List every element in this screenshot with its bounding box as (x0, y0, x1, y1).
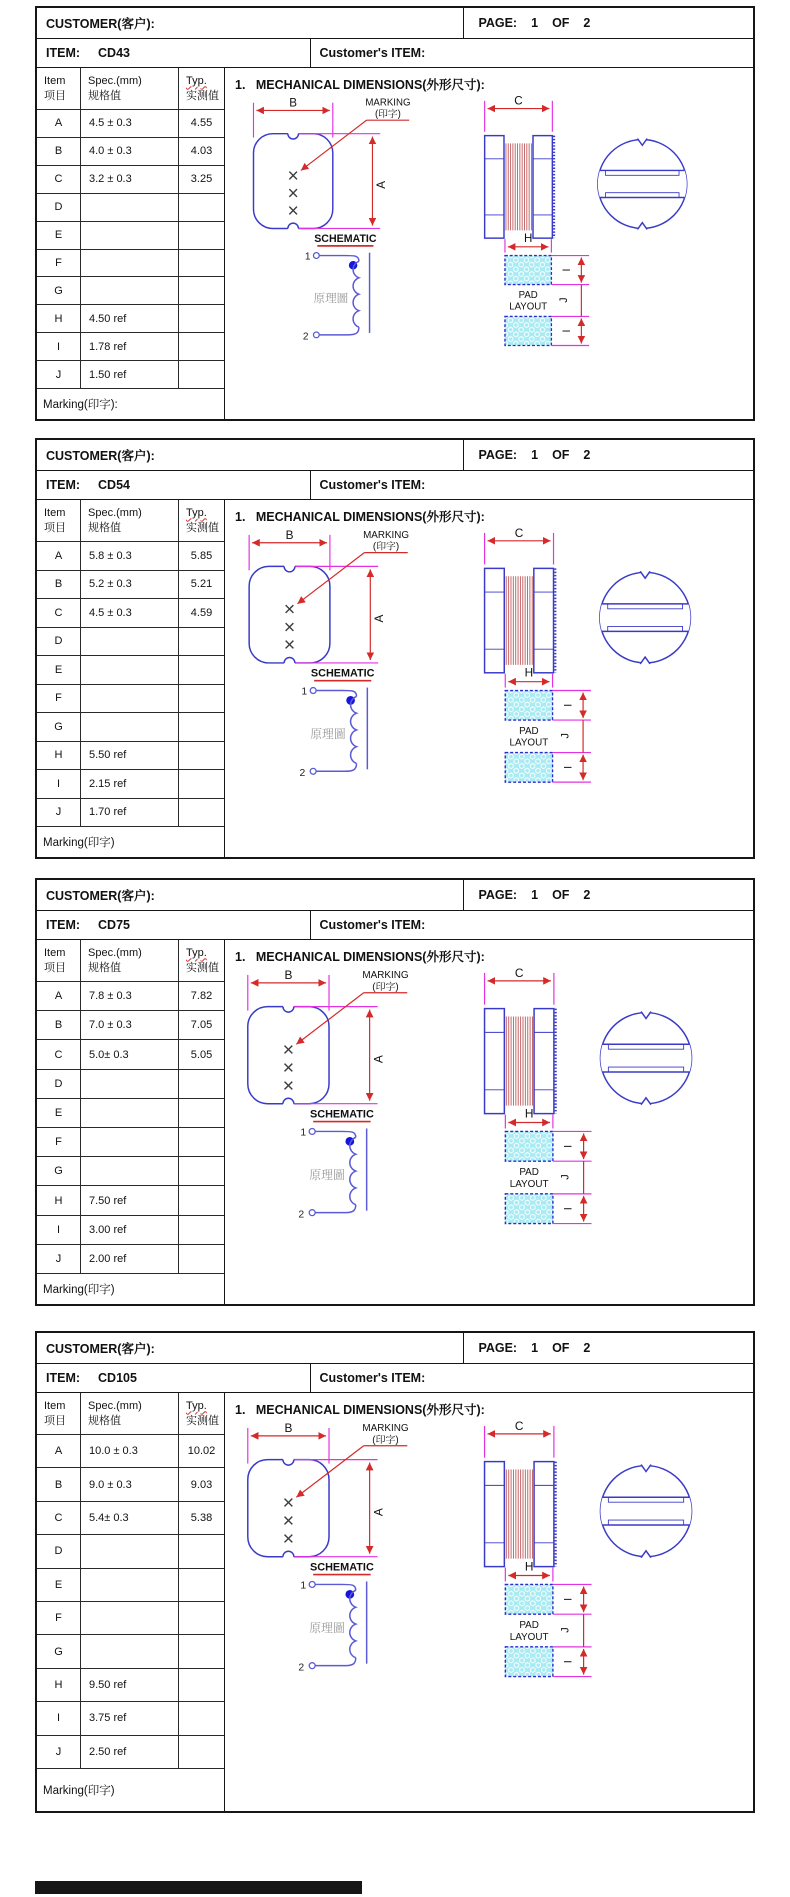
customer-label: CUSTOMER(客户): (46, 889, 155, 903)
item-value: CD54 (98, 478, 130, 492)
pin2-terminal (310, 768, 316, 774)
left-flange (485, 568, 505, 672)
table-row: C 4.5 ± 0.3 4.59 (37, 599, 224, 628)
page-number: 1 (531, 16, 539, 30)
pad-top (505, 1131, 553, 1161)
page-total: 2 (583, 16, 591, 30)
winding (506, 1017, 532, 1106)
customers-item-cell (311, 39, 754, 67)
marking-callout: MARKING (362, 969, 409, 981)
customer-cell (37, 880, 464, 910)
top-view (248, 1421, 409, 1562)
pin1-terminal (313, 253, 319, 259)
marking-x: × (287, 165, 299, 188)
table-row: A 10.0 ± 0.3 10.02 (37, 1435, 224, 1468)
dim-j-label: J (557, 297, 570, 303)
schematic-label: SCHEMATIC (314, 233, 377, 246)
dim-b-label: B (285, 527, 294, 542)
marking-x: × (287, 182, 299, 205)
pin1-label: 1 (301, 686, 308, 698)
coil (350, 1590, 356, 1657)
right-flange (534, 1462, 554, 1567)
marking-callout-cn: (印字) (375, 109, 401, 121)
page-of: OF (552, 448, 570, 462)
marking-row: Marking(印字) (43, 1284, 115, 1297)
table-row: I 3.00 ref (37, 1216, 224, 1245)
pad-top (505, 691, 552, 721)
marking-callout-cn: (印字) (372, 1434, 399, 1446)
table-row: B 5.2 ± 0.3 5.21 (37, 571, 224, 600)
marking-callout: MARKING (362, 1422, 409, 1434)
schematic-cn-label: 原理圖 (309, 1620, 345, 1635)
dim-i-label: I (562, 1144, 575, 1148)
pin2-terminal (309, 1210, 315, 1216)
schematic (303, 233, 377, 343)
schematic (299, 668, 374, 779)
table-row: J 1.70 ref (37, 799, 224, 828)
table-row: C 5.4± 0.3 5.38 (37, 1502, 224, 1535)
table-row: E (37, 222, 224, 250)
pad-layout-label: PAD (518, 290, 538, 302)
spec-table-header (37, 500, 224, 542)
pad-layout-label: LAYOUT (509, 737, 549, 749)
table-row: I 1.78 ref (37, 333, 224, 361)
dim-h-label: H (524, 665, 534, 680)
table-row: H 4.50 ref (37, 305, 224, 333)
customer-label: CUSTOMER(客户): (46, 1342, 155, 1356)
section-body (37, 68, 753, 419)
customers-item-label: Customer's ITEM: (319, 46, 426, 60)
header-spec-col: Spec.(mm) 规格值 (81, 1393, 179, 1434)
page-info (464, 440, 753, 470)
drawing-title: 1. MECHANICAL DIMENSIONS(外形尺寸): (235, 78, 485, 92)
side-view (485, 1420, 556, 1567)
header-typ-col: Typ. 实测值 (186, 947, 219, 974)
marking-x: × (282, 1527, 295, 1550)
side-view (485, 527, 556, 673)
marking-callout-cn: (印字) (372, 541, 400, 553)
header-spec-col: Spec.(mm) 规格值 (81, 940, 179, 981)
table-row: E (37, 1569, 224, 1602)
pin1-label: 1 (300, 1580, 307, 1592)
marking-x: × (283, 598, 296, 621)
table-row: J 2.50 ref (37, 1736, 224, 1769)
datasheet-section (35, 438, 755, 859)
header-row (37, 440, 753, 471)
marking-x: × (282, 1056, 295, 1079)
dim-h-label: H (524, 1559, 534, 1574)
pad-layout-label: PAD (519, 1167, 539, 1179)
dim-i-label: I (562, 1207, 575, 1211)
table-row: D (37, 1535, 224, 1568)
table-row: G (37, 277, 224, 305)
marking-x: × (282, 1074, 295, 1097)
table-row: B 4.0 ± 0.3 4.03 (37, 138, 224, 166)
dim-b-label: B (284, 1420, 293, 1435)
header-item-col: Item 项目 (37, 940, 81, 981)
table-row: J 2.00 ref (37, 1245, 224, 1274)
marking-row: Marking(印字) (43, 1785, 115, 1798)
table-row: H 7.50 ref (37, 1186, 224, 1215)
pad-bottom (505, 753, 552, 783)
pad-layout (505, 1560, 591, 1677)
table-row: C 3.2 ± 0.3 3.25 (37, 166, 224, 194)
marking-x: × (287, 199, 299, 222)
item-value: CD75 (98, 918, 130, 932)
pin2-label: 2 (298, 1662, 305, 1674)
page-label: PAGE: (478, 888, 518, 902)
spec-table (37, 68, 225, 419)
spec-table-header (37, 1393, 224, 1435)
spec-table (37, 500, 225, 857)
schematic-label: SCHEMATIC (310, 667, 375, 680)
drawing-title: 1. MECHANICAL DIMENSIONS(外形尺寸): (235, 1403, 485, 1417)
dim-j-label: J (559, 1174, 572, 1180)
item-row (37, 471, 753, 500)
left-flange (485, 1462, 505, 1567)
header-typ-col: Typ. 实测值 (186, 507, 219, 534)
pad-top (505, 1584, 553, 1614)
schematic-cn-label: 原理圖 (309, 1167, 345, 1182)
table-row: C 5.0± 0.3 5.05 (37, 1040, 224, 1069)
coil (351, 696, 357, 763)
dim-i-label: I (562, 765, 575, 769)
table-row: B 9.0 ± 0.3 9.03 (37, 1468, 224, 1501)
customer-cell (37, 1333, 464, 1363)
section-body (37, 1393, 753, 1811)
spec-table-header (37, 940, 224, 982)
mechanical-drawing (225, 967, 753, 1304)
customer-label: CUSTOMER(客户): (46, 17, 155, 31)
item-cell (37, 471, 311, 499)
page-total: 2 (583, 888, 591, 902)
header-row (37, 880, 753, 911)
pin2-label: 2 (302, 331, 309, 343)
section-body (37, 500, 753, 857)
pad-layout (505, 666, 591, 782)
marking-callout-cn: (印字) (372, 981, 399, 993)
schematic-cn-label: 原理圖 (313, 291, 349, 305)
marking-x: × (282, 1039, 295, 1062)
pad-layout (505, 232, 589, 345)
table-row: E (37, 656, 224, 685)
dim-c-label: C (514, 527, 524, 540)
table-row: F (37, 685, 224, 714)
header-item-col: Item 项目 (37, 1393, 81, 1434)
top-view (253, 97, 410, 234)
schematic-cn-label: 原理圖 (310, 726, 346, 741)
winding (506, 576, 532, 665)
page-label: PAGE: (478, 16, 518, 30)
pad-layout-label: LAYOUT (509, 1178, 549, 1190)
coil (353, 261, 359, 327)
winding (506, 1470, 532, 1559)
dim-j-label: J (559, 733, 572, 739)
header-spec-col: Spec.(mm) 规格值 (81, 68, 179, 109)
pad-bottom (505, 316, 551, 345)
dim-h-label: H (524, 1106, 534, 1121)
dim-i-label: I (560, 268, 573, 272)
customers-item-label: Customer's ITEM: (319, 918, 426, 932)
page-number: 1 (531, 1341, 539, 1355)
dim-b-label: B (289, 96, 298, 110)
table-row: F (37, 1602, 224, 1635)
right-flange (534, 568, 554, 672)
item-label: ITEM: (46, 918, 81, 932)
mechanical-drawing (225, 95, 753, 419)
header-row (37, 1333, 753, 1364)
table-row: F (37, 250, 224, 278)
item-label: ITEM: (46, 1371, 81, 1385)
table-row: F (37, 1128, 224, 1157)
table-row: J 1.50 ref (37, 361, 224, 389)
drawing-title: 1. MECHANICAL DIMENSIONS(外形尺寸): (235, 510, 485, 524)
dim-h-label: H (523, 232, 533, 246)
table-row: G (37, 1157, 224, 1186)
winding (506, 143, 532, 230)
next-section-cutoff-bar (35, 1881, 362, 1894)
customer-cell (37, 8, 464, 38)
marking-x: × (283, 616, 296, 639)
pad-layout-label: LAYOUT (509, 301, 548, 313)
header-row (37, 8, 753, 39)
item-row (37, 911, 753, 940)
pad-top (505, 256, 551, 285)
bottom-view (594, 138, 691, 231)
bottom-view (596, 1011, 695, 1106)
pin1-label: 1 (304, 251, 311, 263)
drawing-title: 1. MECHANICAL DIMENSIONS(外形尺寸): (235, 950, 485, 964)
item-value: CD105 (98, 1371, 137, 1385)
header-spec-col: Spec.(mm) 规格值 (81, 500, 179, 541)
dim-c-label: C (514, 1420, 524, 1433)
customers-item-cell (311, 911, 754, 939)
marking-callout: MARKING (363, 529, 410, 541)
dim-c-label: C (514, 95, 523, 108)
table-row: I 2.15 ref (37, 770, 224, 799)
page-info (464, 8, 753, 38)
pin2-label: 2 (299, 768, 306, 780)
marking-x: × (282, 1492, 295, 1515)
table-row: G (37, 1635, 224, 1668)
pin1-terminal (309, 1128, 315, 1134)
page-total: 2 (583, 1341, 591, 1355)
mechanical-drawing (225, 527, 753, 857)
dim-i-label: I (562, 1660, 575, 1664)
page-info (464, 880, 753, 910)
schematic (298, 1562, 374, 1674)
customers-item-label: Customer's ITEM: (319, 478, 426, 492)
page-label: PAGE: (478, 1341, 518, 1355)
item-cell (37, 911, 311, 939)
item-value: CD43 (98, 46, 130, 60)
dim-c-label: C (514, 967, 524, 980)
header-item-col: Item 项目 (37, 68, 81, 109)
dim-b-label: B (284, 967, 293, 982)
bottom-view (596, 570, 695, 665)
page-of: OF (552, 1341, 570, 1355)
marking-x: × (282, 1509, 295, 1532)
datasheet-section (35, 1331, 755, 1813)
item-row (37, 39, 753, 68)
table-row: E (37, 1099, 224, 1128)
page-info (464, 1333, 753, 1363)
item-cell (37, 39, 311, 67)
page-of: OF (552, 888, 570, 902)
pad-layout-label: PAD (519, 1620, 539, 1632)
page-label: PAGE: (478, 448, 518, 462)
dim-i-label: I (562, 1597, 575, 1601)
datasheet-section (35, 878, 755, 1306)
header-typ-col: Typ. 实测值 (186, 1400, 219, 1427)
table-row: H 5.50 ref (37, 742, 224, 771)
table-row: D (37, 628, 224, 657)
table-row: I 3.75 ref (37, 1702, 224, 1735)
right-flange (533, 136, 552, 239)
pad-layout-label: LAYOUT (509, 1631, 549, 1643)
pin1-terminal (310, 688, 316, 694)
side-view (485, 967, 556, 1114)
customers-item-cell (311, 471, 754, 499)
header-item-col: Item 项目 (37, 500, 81, 541)
table-row: A 5.8 ± 0.3 5.85 (37, 542, 224, 571)
customers-item-cell (311, 1364, 754, 1392)
side-view (485, 95, 554, 238)
datasheet-section (35, 6, 755, 421)
marking-row: Marking(印字): (43, 399, 118, 412)
page-number: 1 (531, 448, 539, 462)
page-number: 1 (531, 888, 539, 902)
dim-i-label: I (562, 703, 575, 707)
table-row: H 9.50 ref (37, 1669, 224, 1702)
schematic-label: SCHEMATIC (309, 1108, 374, 1121)
customer-label: CUSTOMER(客户): (46, 449, 155, 463)
dim-a-label: A (375, 181, 389, 189)
dim-i-label: I (560, 329, 573, 333)
customers-item-label: Customer's ITEM: (319, 1371, 426, 1385)
pin2-terminal (313, 332, 319, 338)
right-flange (534, 1009, 554, 1114)
mechanical-drawing-area (225, 940, 753, 1304)
pad-bottom (505, 1647, 553, 1677)
marking-row: Marking(印字) (43, 837, 115, 849)
pin2-terminal (309, 1663, 315, 1669)
spec-table (37, 1393, 225, 1811)
schematic (298, 1109, 374, 1221)
coil (350, 1137, 356, 1204)
top-view (248, 968, 409, 1109)
spec-table-header (37, 68, 224, 110)
page-of: OF (552, 16, 570, 30)
table-row: B 7.0 ± 0.3 7.05 (37, 1011, 224, 1040)
page-total: 2 (583, 448, 591, 462)
schematic-label: SCHEMATIC (309, 1561, 374, 1574)
item-row (37, 1364, 753, 1393)
pin2-label: 2 (298, 1209, 305, 1221)
table-row: A 4.5 ± 0.3 4.55 (37, 110, 224, 138)
table-row: D (37, 1070, 224, 1099)
marking-x: × (283, 634, 296, 657)
item-label: ITEM: (46, 478, 81, 492)
dim-a-label: A (372, 614, 387, 623)
section-body (37, 940, 753, 1304)
table-row: D (37, 194, 224, 222)
pin1-label: 1 (300, 1127, 307, 1139)
table-row: G (37, 713, 224, 742)
pad-layout (505, 1107, 591, 1224)
table-row: A 7.8 ± 0.3 7.82 (37, 982, 224, 1011)
marking-callout: MARKING (365, 97, 411, 109)
mechanical-drawing-area (225, 68, 753, 419)
pin1-terminal (309, 1581, 315, 1587)
mechanical-drawing-area (225, 500, 753, 857)
mechanical-drawing (225, 1420, 753, 1811)
bottom-view (596, 1464, 695, 1559)
item-label: ITEM: (46, 46, 81, 60)
dim-j-label: J (559, 1627, 572, 1633)
dim-a-label: A (371, 1055, 386, 1064)
dim-a-label: A (371, 1508, 386, 1517)
item-cell (37, 1364, 311, 1392)
left-flange (485, 136, 504, 239)
spec-table (37, 940, 225, 1304)
left-flange (485, 1009, 505, 1114)
top-view (249, 528, 409, 669)
pad-layout-label: PAD (519, 725, 539, 737)
header-typ-col: Typ. 实测值 (186, 75, 219, 102)
customer-cell (37, 440, 464, 470)
pad-bottom (505, 1194, 553, 1224)
mechanical-drawing-area (225, 1393, 753, 1811)
